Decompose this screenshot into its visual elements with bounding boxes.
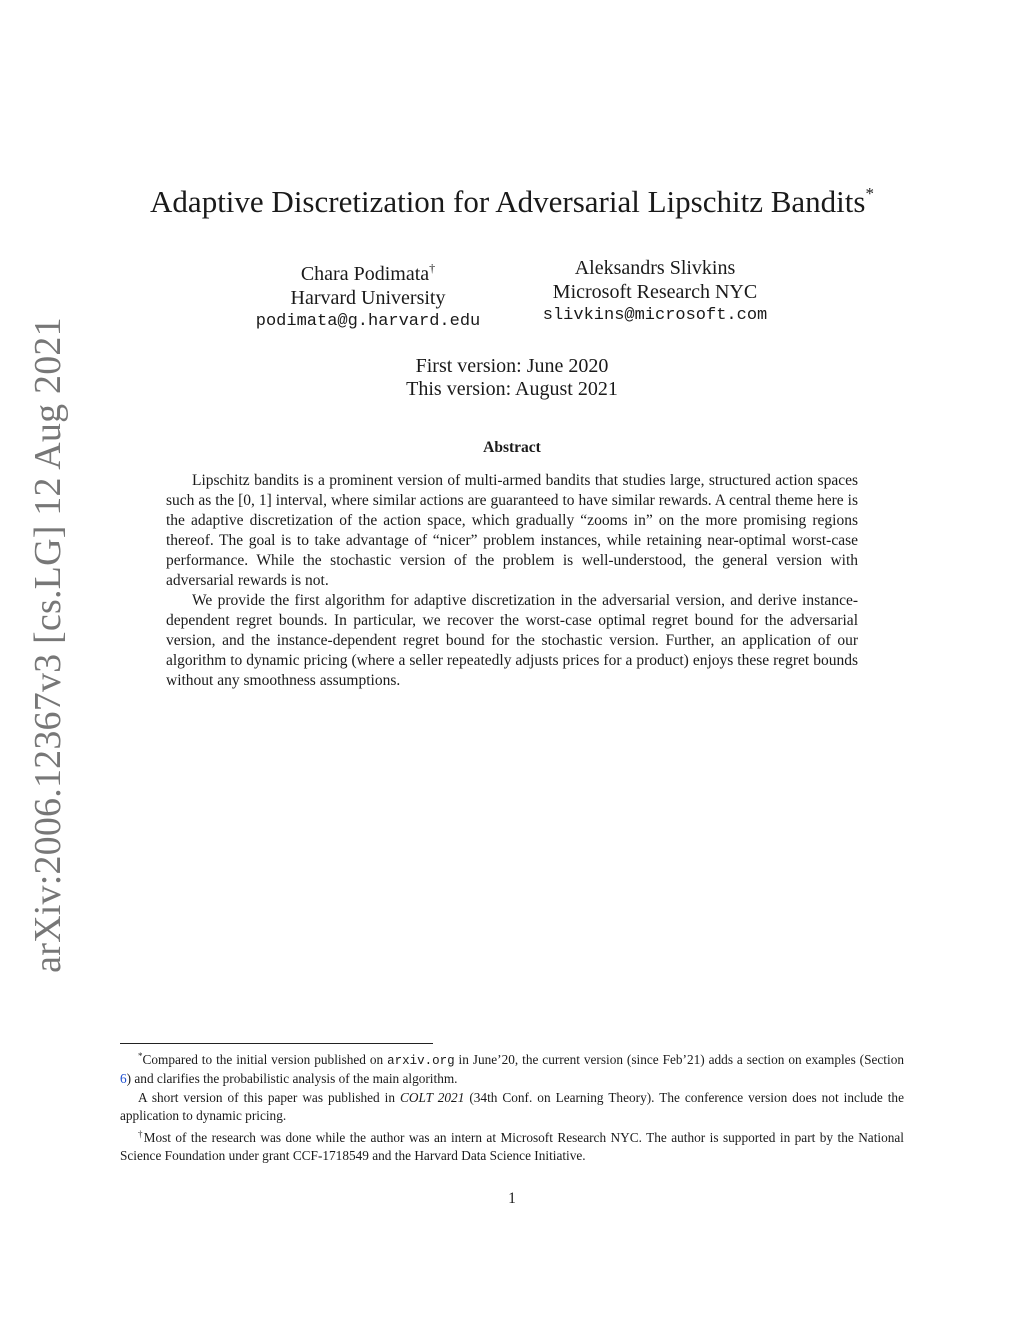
arxiv-identifier-text: arXiv:2006.12367v3 [cs.LG] 12 Aug 2021 — [27, 317, 69, 973]
footnote-1-cont-text-a: A short version of this paper was published in — [138, 1089, 401, 1105]
page-number: 1 — [508, 1190, 516, 1207]
footnote-1-cont-text-b: (34th Conf. on Learning Theory). The conference version does not include the application to dynamic pricing. — [120, 1089, 904, 1123]
footnotes — [120, 1047, 904, 1166]
author-1-name: Chara Podimata — [300, 263, 430, 285]
section-6-link[interactable]: 6 — [120, 1071, 127, 1087]
version-dates — [0, 355, 1024, 401]
footnote-1 — [120, 1047, 904, 1089]
footnote-2-mark: † — [138, 1129, 144, 1140]
author-1-affiliation: Harvard University — [290, 287, 446, 309]
footnote-1-mark: * — [138, 1051, 143, 1061]
abstract-paragraph-2: We provide the first algorithm for adaptive discretization in the adversarial version, and derive instance-dependent regret bounds. In particular, we recover the worst-case optimal regret bound for the adversarial version, and the instance-dependent regret bound for the stochastic version. Further, an application of our algorithm to dynamic pricing (where a seller repeatedly adjusts prices for a product) enjoys these regret bounds without any smoothness assumptions. — [166, 592, 858, 689]
author-block-2 — [530, 256, 780, 328]
author-2-affiliation: Microsoft Research NYC — [552, 281, 758, 303]
arxiv-link[interactable]: arxiv.org — [387, 1054, 455, 1068]
author-1-email[interactable]: podimata@g.harvard.edu — [255, 312, 481, 331]
conference-venue: COLT 2021 — [400, 1089, 465, 1105]
current-version-date: This version: August 2021 — [406, 378, 618, 400]
author-2-name: Aleksandrs Slivkins — [574, 257, 736, 279]
abstract-paragraph-1: Lipschitz bandits is a prominent version of multi-armed bandits that studies large, structured action spaces such as the [0, 1] interval, where similar actions are guaranteed to have similar rewards. A central theme here is the adaptive discretization of the action space, which gradually “zooms in” on the more promising regions thereof. The goal is to take advantage of “nicer” problem instances, while retaining near-optimal worst-case performance. While the stochastic version of the problem is well-understood, the general version with adversarial rewards is not. — [166, 472, 858, 589]
paper-title-text: Adaptive Discretization for Adversarial Lipschitz Bandits — [150, 184, 866, 219]
title-footnote-mark[interactable]: * — [865, 184, 874, 203]
footnote-divider — [120, 1043, 433, 1044]
abstract-heading: Abstract — [483, 439, 541, 456]
footnote-1-text-b: in June’20, the current version (since Feb’21) adds a section on examples (Section — [454, 1052, 904, 1067]
footnote-2 — [120, 1125, 904, 1166]
author-1-footnote-mark[interactable]: † — [429, 261, 436, 275]
footnote-1-continuation — [120, 1089, 904, 1126]
author-block-1 — [248, 256, 488, 334]
paper-title — [0, 184, 1024, 220]
author-2-email[interactable]: slivkins@microsoft.com — [542, 306, 768, 325]
footnote-2-text: Most of the research was done while the author was an intern at Microsoft Research NYC. The author is supported in part by the National Science Foundation under grant CCF-1718549 and the Harvard Data Science Initiative. — [120, 1130, 904, 1164]
footnote-1-text-a: Compared to the initial version published on — [142, 1052, 388, 1067]
first-version-date: First version: June 2020 — [415, 355, 609, 377]
abstract-body — [166, 471, 858, 691]
footnote-1-text-c: ) and clarifies the probabilistic analysis of the main algorithm. — [126, 1071, 458, 1087]
